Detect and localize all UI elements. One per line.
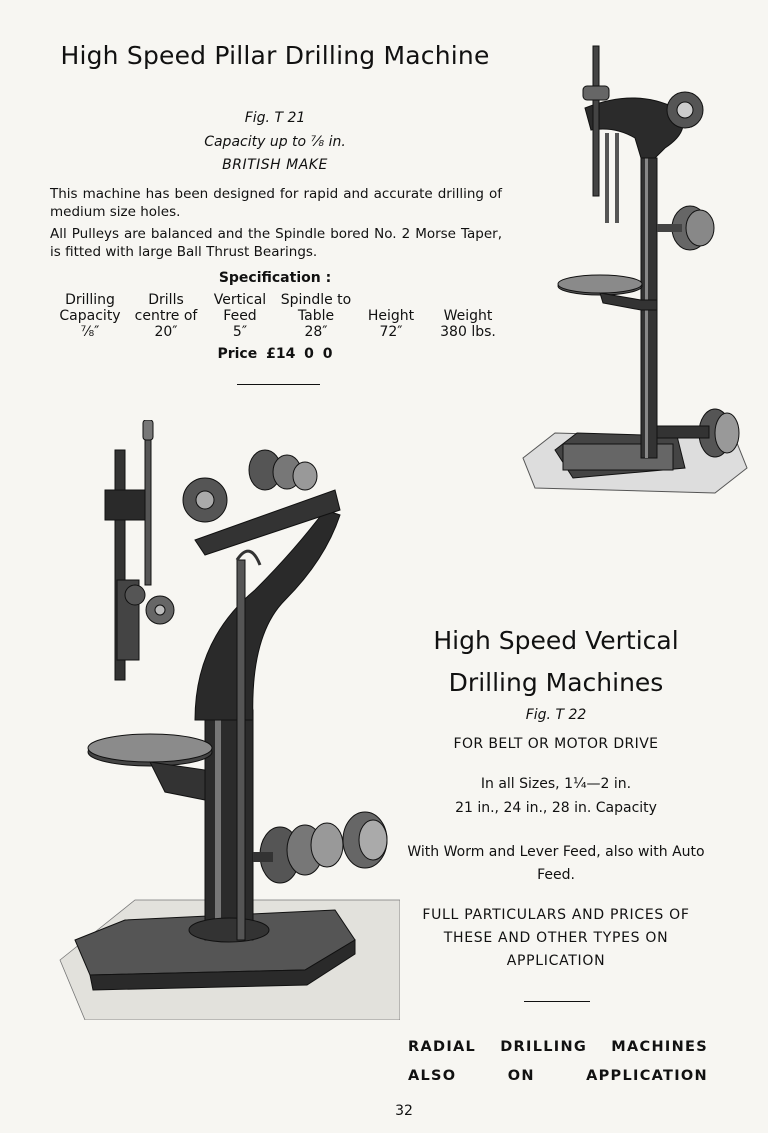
- t21-description-2: All Pulleys are balanced and the Spindle bored No. 2 Morse Taper, is fitted with large Ball Thrust Bearings.: [50, 226, 502, 260]
- spec-heading: Specification :: [218, 270, 332, 286]
- t22-feed: With Worm and Lever Feed, also with Auto Feed.: [407, 844, 705, 883]
- spec-value: ⅞″: [80, 324, 100, 340]
- spec-value: 72″: [379, 324, 403, 340]
- t22-title: High Speed Vertical Drilling Machines: [433, 626, 679, 697]
- spec-label: Spindle to Table: [280, 292, 352, 324]
- radial-word: ALSO: [408, 1068, 457, 1084]
- t22-figure-label: Fig. T 22: [525, 707, 587, 723]
- spec-value: 380 lbs.: [440, 324, 496, 340]
- divider-rule: [524, 1001, 590, 1002]
- t21-title: High Speed Pillar Drilling Machine: [60, 41, 490, 70]
- radial-word: MACHINES: [611, 1039, 708, 1055]
- t21-capacity: Capacity up to ⅞ in.: [204, 134, 346, 150]
- t21-price: Price £14 0 0: [217, 346, 333, 362]
- spec-height: [360, 308, 422, 340]
- spec-vertical-feed: [206, 292, 274, 340]
- spec-value: 20″: [154, 324, 178, 340]
- spec-label: Vertical Feed: [213, 292, 267, 324]
- t21-description-1: This machine has been designed for rapid and accurate drilling of medium size holes.: [50, 186, 502, 220]
- radial-line-1: [408, 1039, 708, 1055]
- spec-weight: [430, 308, 506, 340]
- t21-make: BRITISH MAKE: [222, 157, 328, 173]
- radial-word: ON: [507, 1068, 535, 1084]
- radial-line-2: [408, 1068, 708, 1084]
- radial-word: DRILLING: [500, 1039, 588, 1055]
- t22-drive: FOR BELT OR MOTOR DRIVE: [453, 736, 659, 752]
- divider-rule: [237, 384, 320, 385]
- radial-word: APPLICATION: [586, 1068, 708, 1084]
- radial-word: RADIAL: [408, 1039, 477, 1055]
- spec-label: Drilling Capacity: [59, 292, 121, 324]
- pillar-drill-illustration: [515, 38, 755, 498]
- spec-label: Height: [367, 308, 415, 324]
- spec-label: Weight: [443, 308, 493, 324]
- t22-capacity: 21 in., 24 in., 28 in. Capacity: [455, 800, 657, 816]
- t22-particulars: FULL PARTICULARS AND PRICES OF THESE AND OTHER TYPES ON APPLICATION: [422, 907, 690, 969]
- page-number: 32: [395, 1103, 413, 1119]
- t22-sizes: In all Sizes, 1¼—2 in.: [480, 776, 632, 792]
- t21-figure-label: Fig. T 21: [244, 110, 306, 126]
- spec-drills-centre: [128, 292, 204, 340]
- spec-drilling-capacity: [52, 292, 128, 340]
- spec-value: 5″: [232, 324, 248, 340]
- spec-value: 28″: [304, 324, 328, 340]
- spec-spindle-to-table: [278, 292, 354, 340]
- vertical-drill-illustration: [55, 420, 400, 1020]
- spec-label: Drills centre of: [134, 292, 198, 324]
